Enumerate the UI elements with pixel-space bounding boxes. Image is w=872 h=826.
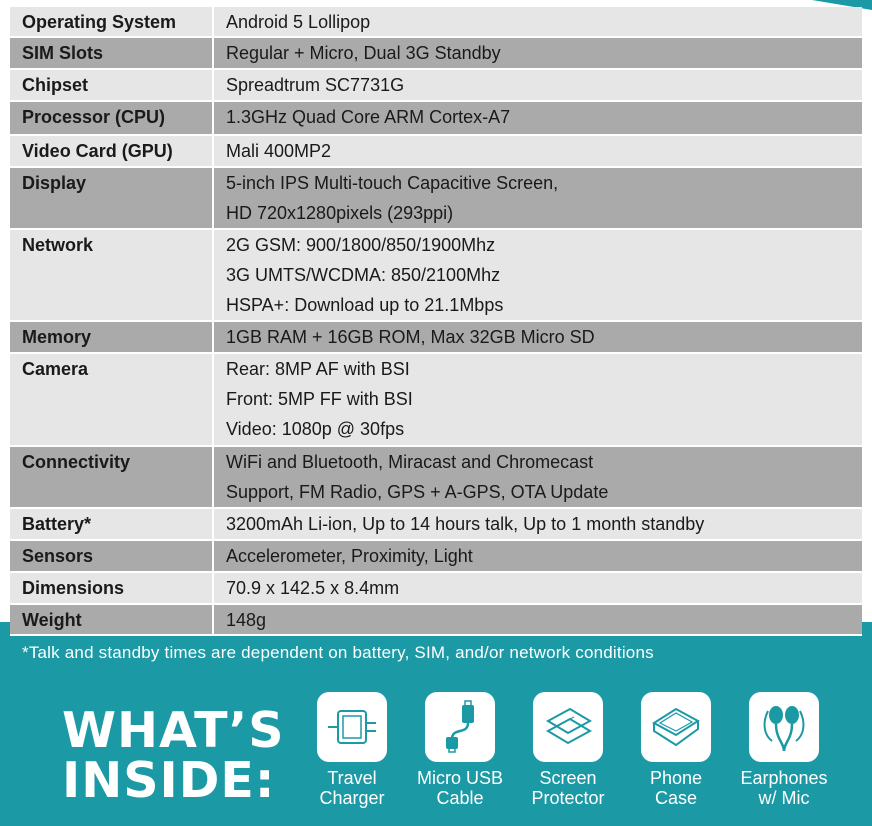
spec-value-line: 3G UMTS/WCDMA: 850/2100Mhz <box>226 265 501 285</box>
spec-label <box>10 605 212 634</box>
spec-label <box>10 102 212 134</box>
whats-inside-line1: WHAT’S <box>62 702 285 759</box>
charger-icon <box>317 692 387 762</box>
item-travel-charger <box>298 692 406 808</box>
spec-label-text: Connectivity <box>22 452 131 472</box>
screen-protector-icon <box>533 692 603 762</box>
spec-label-text: Operating System <box>22 12 177 32</box>
spec-label <box>10 354 212 445</box>
spec-value-line: Android 5 Lollipop <box>226 12 371 32</box>
spec-label <box>10 509 212 539</box>
spec-row <box>10 102 862 136</box>
item-screen-protector <box>514 692 622 808</box>
spec-value-line: 1GB RAM + 16GB ROM, Max 32GB Micro SD <box>226 327 595 347</box>
spec-row <box>10 354 862 447</box>
item-phone-case <box>622 692 730 808</box>
spec-value <box>212 573 862 603</box>
spec-row <box>10 573 862 605</box>
spec-value <box>212 322 862 352</box>
spec-label <box>10 168 212 228</box>
spec-row <box>10 38 862 70</box>
spec-label-text: Display <box>22 173 87 193</box>
spec-value <box>212 168 862 228</box>
spec-label-text: Network <box>22 235 94 255</box>
item-earphones <box>730 692 838 808</box>
spec-value <box>212 70 862 100</box>
earphones-icon <box>749 692 819 762</box>
spec-label-text: Weight <box>22 610 82 630</box>
spec-value-line: HSPA+: Download up to 21.1Mbps <box>226 295 504 315</box>
spec-label <box>10 70 212 100</box>
spec-value <box>212 102 862 134</box>
item-micro-usb-cable <box>406 692 514 808</box>
spec-label <box>10 38 212 68</box>
spec-value-line: Rear: 8MP AF with BSI <box>226 359 410 379</box>
spec-value-line: 2G GSM: 900/1800/850/1900Mhz <box>226 235 496 255</box>
spec-row <box>10 136 862 168</box>
spec-value-line: 70.9 x 142.5 x 8.4mm <box>226 578 400 598</box>
whats-inside-heading <box>62 702 285 809</box>
spec-value-line: WiFi and Bluetooth, Miracast and Chromecast <box>226 452 594 472</box>
spec-label <box>10 230 212 320</box>
item-label: Phone Case <box>649 768 703 808</box>
spec-value-line: 5-inch IPS Multi-touch Capacitive Screen, <box>226 173 559 193</box>
spec-label <box>10 322 212 352</box>
spec-label-text: Video Card (GPU) <box>22 141 173 161</box>
spec-value-line: Support, FM Radio, GPS + A-GPS, OTA Update <box>226 482 609 502</box>
item-label: Earphones w/ Mic <box>740 768 828 808</box>
item-label: Travel Charger <box>319 768 385 808</box>
spec-value-line: Front: 5MP FF with BSI <box>226 389 413 409</box>
spec-label-text: Battery* <box>22 514 92 534</box>
spec-value <box>212 541 862 571</box>
spec-label-text: Memory <box>22 327 92 347</box>
spec-row <box>10 605 862 636</box>
spec-value <box>212 7 862 36</box>
box-contents <box>298 692 838 808</box>
spec-label <box>10 447 212 507</box>
spec-value <box>212 354 862 445</box>
spec-value-line: Accelerometer, Proximity, Light <box>226 546 473 566</box>
spec-label <box>10 573 212 603</box>
footnote: *Talk and standby times are dependent on battery, SIM, and/or network conditions <box>22 643 654 662</box>
usb-cable-icon <box>425 692 495 762</box>
spec-row <box>10 322 862 354</box>
spec-row <box>10 7 862 38</box>
spec-value-line: Spreadtrum SC7731G <box>226 75 405 95</box>
spec-value-line: 148g <box>226 610 267 630</box>
spec-row <box>10 168 862 230</box>
spec-label-text: Chipset <box>22 75 89 95</box>
spec-label-text: SIM Slots <box>22 43 104 63</box>
spec-label-text: Processor (CPU) <box>22 107 166 127</box>
spec-value-line: 3200mAh Li-ion, Up to 14 hours talk, Up to 1 month standby <box>226 514 705 534</box>
spec-value-line: Video: 1080p @ 30fps <box>226 419 405 439</box>
spec-label <box>10 136 212 166</box>
spec-value <box>212 38 862 68</box>
spec-label-text: Sensors <box>22 546 94 566</box>
spec-label <box>10 7 212 36</box>
whats-inside-line2: INSIDE: <box>62 752 276 809</box>
spec-value-line: Regular + Micro, Dual 3G Standby <box>226 43 501 63</box>
spec-label-text: Dimensions <box>22 578 125 598</box>
spec-row <box>10 447 862 509</box>
spec-value <box>212 605 862 634</box>
spec-row <box>10 509 862 541</box>
spec-table <box>10 7 862 636</box>
spec-value <box>212 230 862 320</box>
spec-label-text: Camera <box>22 359 89 379</box>
spec-row <box>10 70 862 102</box>
spec-row <box>10 541 862 573</box>
item-label: Screen Protector <box>531 768 605 808</box>
spec-value-line: HD 720x1280pixels (293ppi) <box>226 203 454 223</box>
spec-value <box>212 136 862 166</box>
spec-label <box>10 541 212 571</box>
spec-value-line: Mali 400MP2 <box>226 141 332 161</box>
spec-value <box>212 447 862 507</box>
item-label: Micro USB Cable <box>416 768 503 808</box>
spec-value <box>212 509 862 539</box>
spec-row <box>10 230 862 322</box>
spec-value-line: 1.3GHz Quad Core ARM Cortex-A7 <box>226 107 511 127</box>
phone-case-icon <box>641 692 711 762</box>
